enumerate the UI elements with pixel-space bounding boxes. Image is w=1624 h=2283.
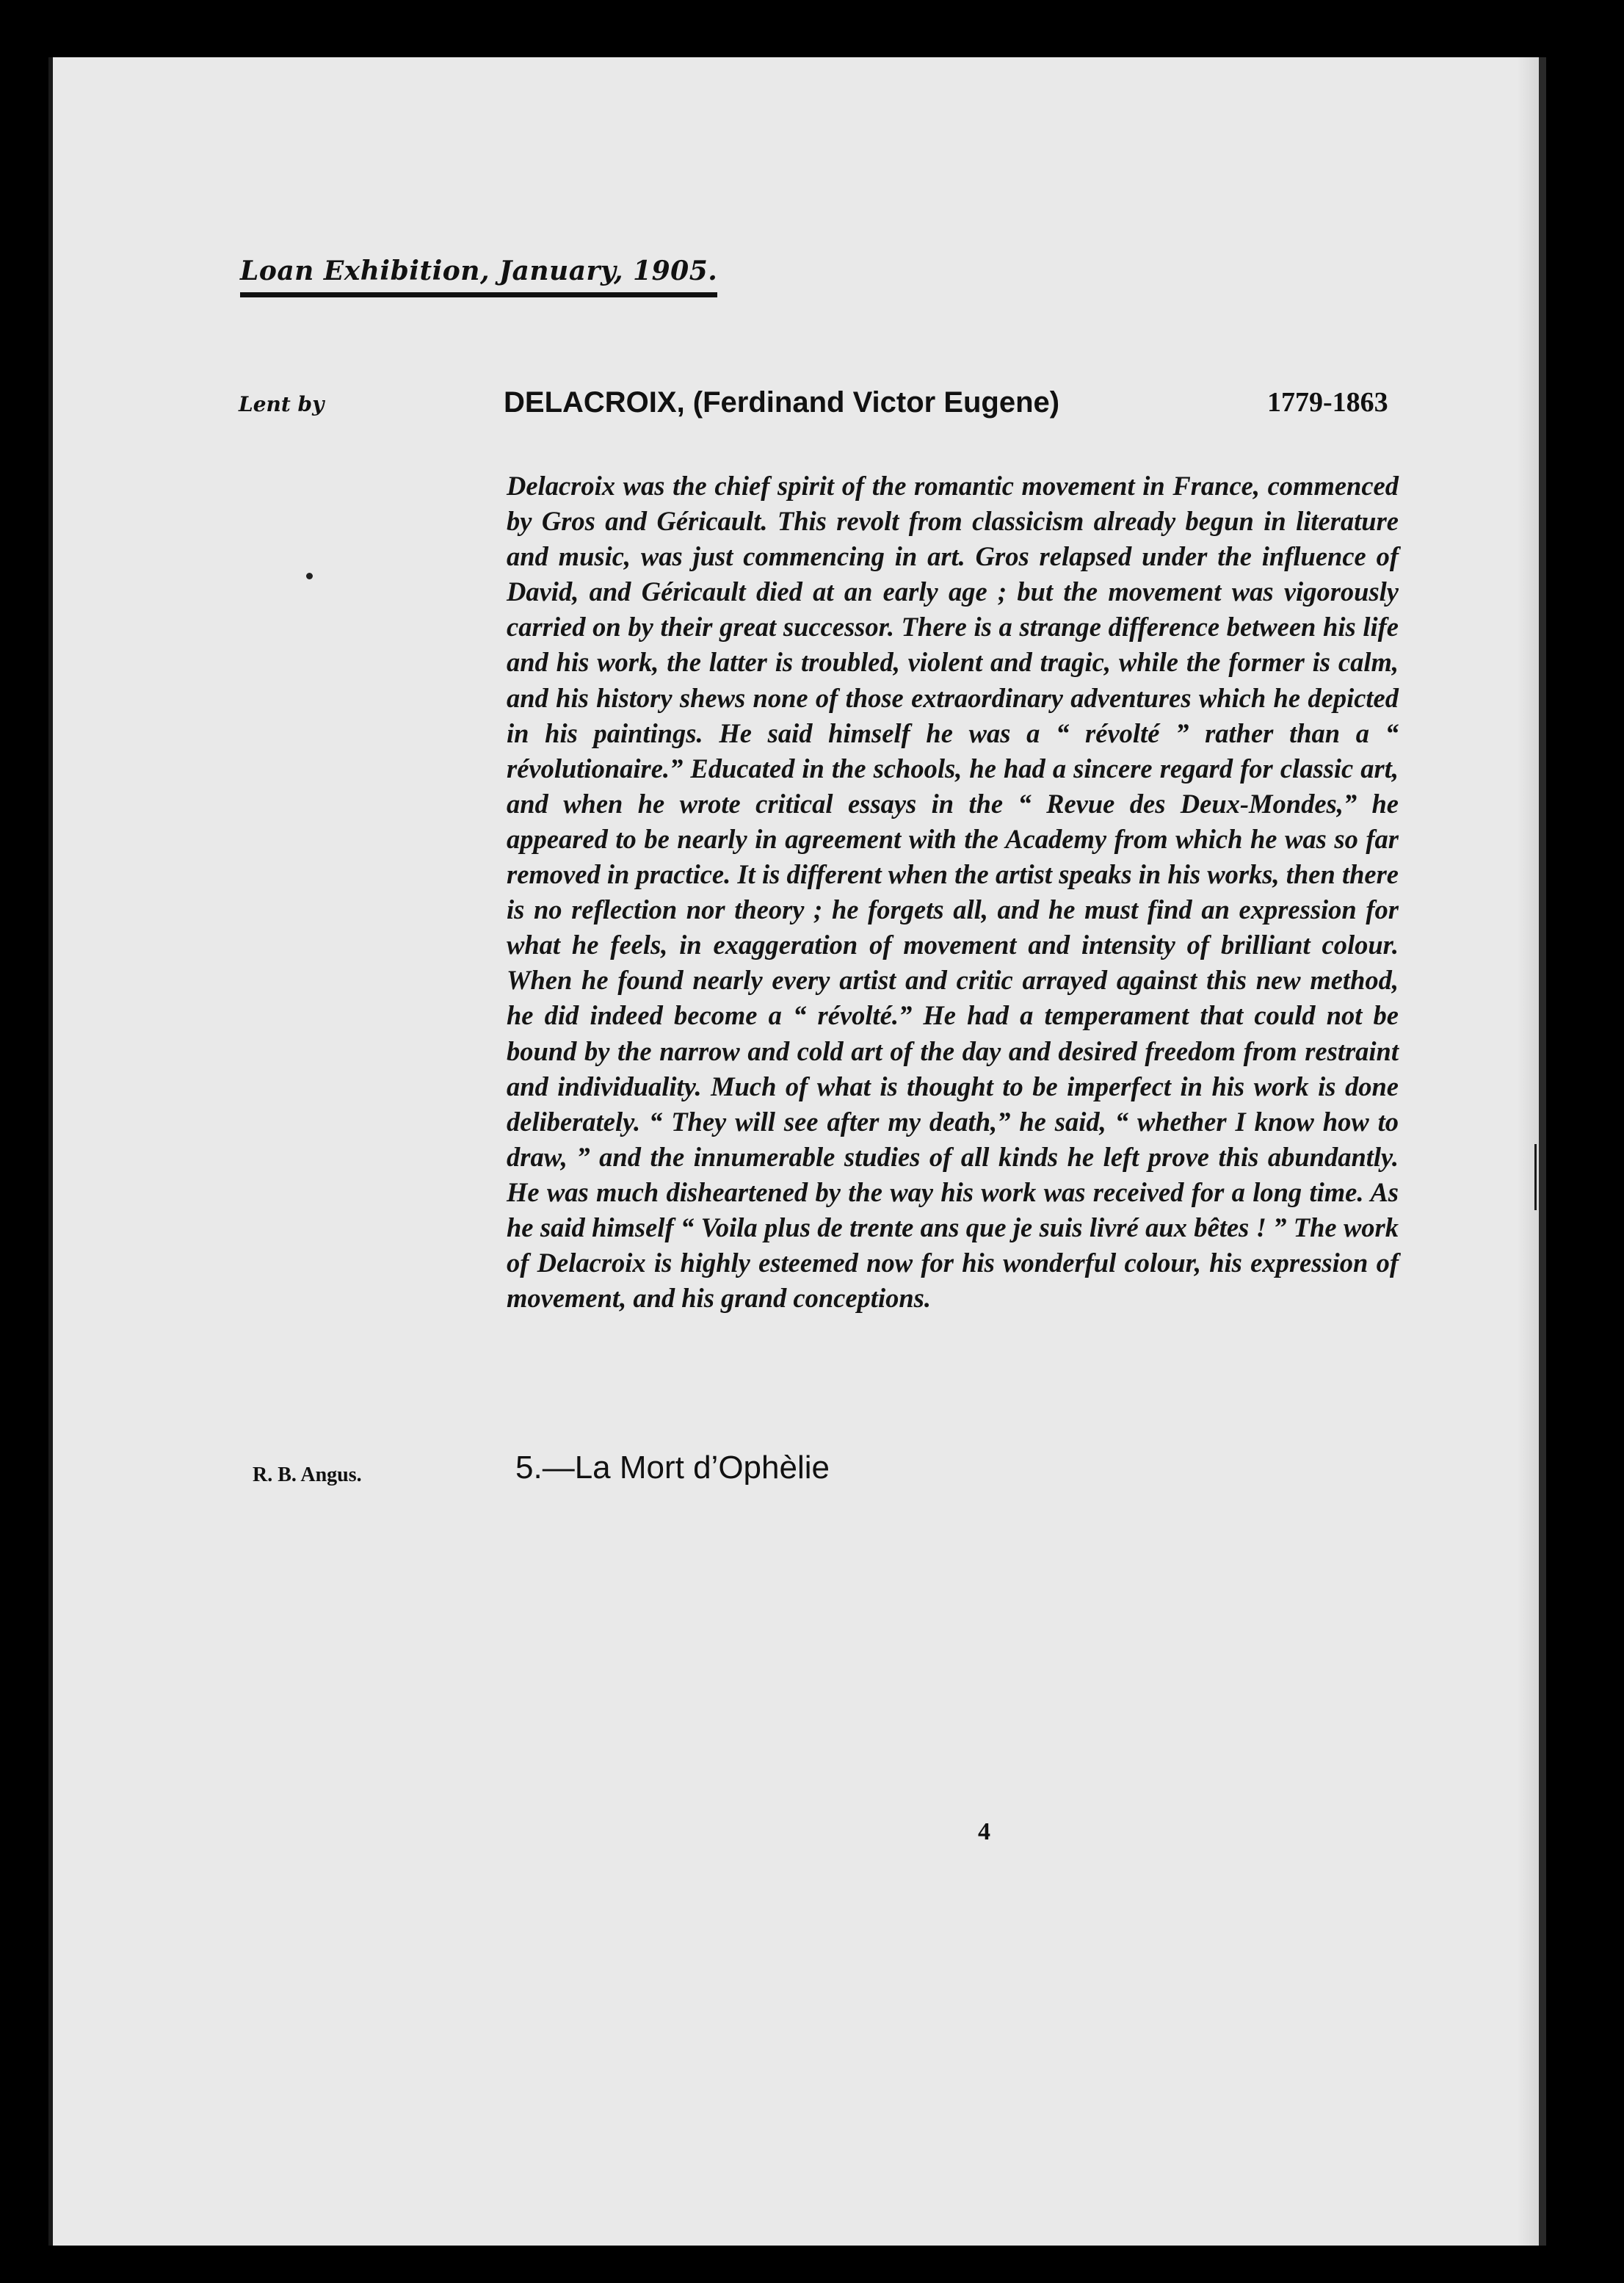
ink-dot [306, 573, 313, 579]
lent-by-label: Lent by [239, 392, 325, 416]
artist-heading: DELACROIX, (Ferdinand Victor Eugene) [504, 386, 1060, 419]
page-number: 4 [978, 1818, 990, 1845]
catalogue-entry: 5.—La Mort d’Ophèlie [515, 1450, 830, 1486]
exhibition-header: Loan Exhibition, January, 1905. [240, 256, 717, 297]
page-edge-mark [1534, 1144, 1537, 1210]
lender-name: R. B. Angus. [253, 1463, 362, 1486]
document-page [48, 57, 1546, 2246]
artist-biography: Delacroix was the chief spirit of the romantic movement in France, commenced by Gros and Géricault. This revolt from classicism already begun in literature and music, was just commencing in art. Gros relapsed under the influence of David, and Géricault died at an early age ; but the movement was vigorously carried on by their great successor. There is a strange difference between his life and his work, the latter is troubled, violent and tragic, while the former is calm, and his history shews none of those extraordinary adventures which he depicted in his paintings. He said himself he was a “ révolté ” rather than a “ révolutionaire.” Educated in the schools, he had a sincere regard for classic art, and when he wrote critical essays in the “ Revue des Deux-Mondes,” he appeared to be nearly in agreement with the Academy from which he was so far removed in practice. It is different when the artist speaks in his works, then there is no reflection nor theory ; he forgets all, and he must find an expression for what he feels, in exaggeration of movement and intensity of brilliant colour. When he found nearly every artist and critic arrayed against this new method, he did indeed become a “ révolté.” He had a temperament that could not be bound by the narrow and cold art of the day and desired freedom from restraint and individuality. Much of what is thought to be imperfect in his work is done deliberately. “ They will see after my death,” he said, “ whether I know how to draw, ” and the innumerable studies of all kinds he left prove this abundantly. He was much disheartened by the way his work was received for a long time. As he said himself “ Voila plus de trente ans que je suis livré aux bêtes ! ” The work of Delacroix is highly esteemed now for his wonderful colour, his expression of movement, and his grand conceptions. [507, 471, 1399, 1314]
artist-dates: 1779-1863 [1267, 387, 1388, 418]
